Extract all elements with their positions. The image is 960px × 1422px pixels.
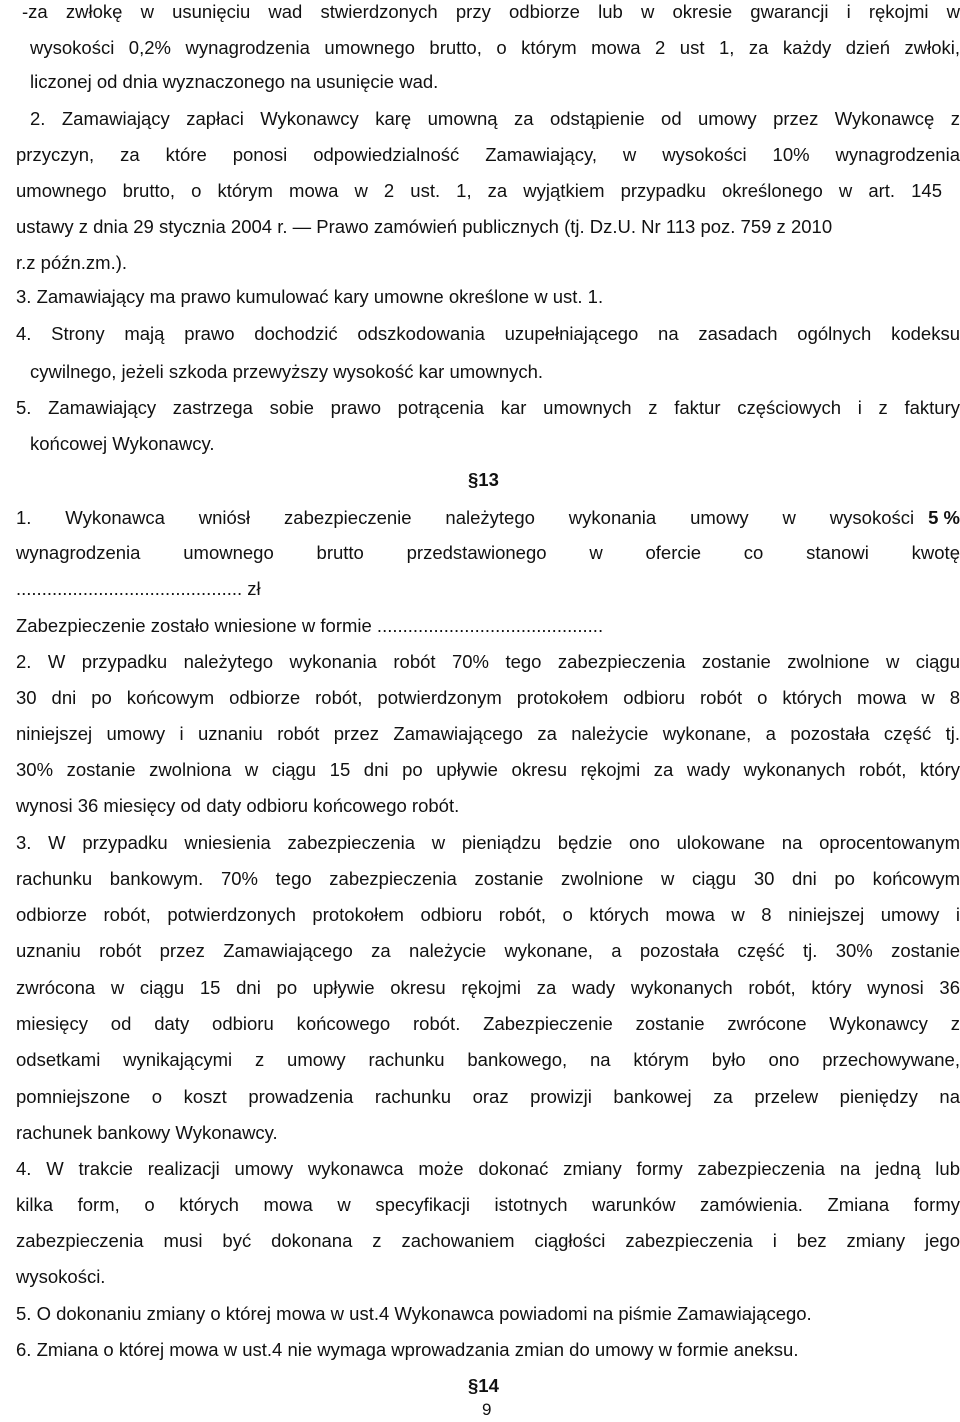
- text-line: rachunek bankowy Wykonawcy.: [16, 1122, 278, 1143]
- text-line: zwrócona w ciągu 15 dni po upływie okresu rękojmi za wady wykonanych robót, który wynosi 36: [16, 977, 960, 998]
- section-heading-13: [468, 468, 499, 492]
- section-number: 13: [478, 469, 499, 490]
- text-line: -za zwłokę w usunięciu wad stwierdzonych przy odbiorze lub w okresie gwarancji i rękojmi w: [22, 1, 960, 22]
- text-line: przyczyn, za które ponosi odpowiedzialność Zamawiający, w wysokości 10% wynagrodzenia: [16, 144, 960, 165]
- text-line: 4. Strony mają prawo dochodzić odszkodowania uzupełniającego na zasadach ogólnych kodeksu: [16, 323, 960, 344]
- document-page: [16, 0, 960, 1422]
- text-line: niniejszej umowy i uznaniu robót przez Zamawiającego za należycie wykonane, a pozostała część tj.: [16, 723, 960, 744]
- text-line: odbiorze robót, potwierdzonych protokołem odbioru robót, o których mowa w 8 niniejszej umowy i: [16, 904, 960, 925]
- section-number: 14: [478, 1375, 499, 1396]
- clause-text: 1. Wykonawca wniósł zabezpieczenie należytego wykonania umowy w wysokości: [16, 507, 915, 528]
- text-line: wysokości.: [16, 1266, 106, 1287]
- percent-amount: 5 %: [928, 507, 960, 528]
- text-line: ............................................ zł: [16, 578, 261, 599]
- text-line: zabezpieczenia musi być dokonana z zachowaniem ciągłości zabezpieczenia i bez zmiany jego: [16, 1230, 960, 1251]
- text-line: 5. O dokonaniu zmiany o której mowa w ust.4 Wykonawca powiadomi na piśmie Zamawiającego.: [16, 1303, 812, 1324]
- text-line: uznaniu robót przez Zamawiającego za należycie wykonane, a pozostała część tj. 30% zostanie: [16, 940, 960, 961]
- text-line: wynagrodzenia umownego brutto przedstawionego w ofercie co stanowi kwotę: [16, 542, 960, 563]
- text-line: wynosi 36 miesięcy od daty odbioru końcowego robót.: [16, 795, 460, 816]
- text-line: końcowej Wykonawcy.: [30, 433, 215, 454]
- text-line: 30% zostanie zwolniona w ciągu 15 dni po upływie okresu rękojmi za wady wykonanych robót, który: [16, 759, 960, 780]
- text-line: pomniejszone o koszt prowadzenia rachunku oraz prowizji bankowej za przelew pieniędzy na: [16, 1086, 960, 1107]
- text-line: odsetkami wynikającymi z umowy rachunku bankowego, na którym było ono przechowywane,: [16, 1049, 960, 1070]
- text-line: miesięcy od daty odbioru końcowego robót. Zabezpieczenie zostanie zwrócone Wykonawcy z: [16, 1013, 960, 1034]
- text-line: wysokości 0,2% wynagrodzenia umownego brutto, o którym mowa 2 ust 1, za każdy dzień zwłoki,: [30, 37, 960, 58]
- text-line: umownego brutto, o którym mowa w 2 ust. 1, za wyjątkiem przypadku określonego w art. 145: [16, 180, 942, 201]
- paragraph-sign-glyph: §: [468, 1375, 479, 1396]
- text-line: 3. W przypadku wniesienia zabezpieczenia w pieniądzu będzie ono ulokowane na oprocentowanym: [16, 832, 960, 853]
- text-line: 2. W przypadku należytego wykonania robót 70% tego zabezpieczenia zostanie zwolnione w ciągu: [16, 651, 960, 672]
- text-line: liczonej od dnia wyznaczonego na usunięcie wad.: [30, 71, 439, 92]
- text-line: 6. Zmiana o której mowa w ust.4 nie wymaga wprowadzania zmian do umowy w formie aneksu.: [16, 1339, 799, 1360]
- text-line: ustawy z dnia 29 stycznia 2004 r. — Prawo zamówień publicznych (tj. Dz.U. Nr 113 poz. 759 z 2010: [16, 216, 833, 237]
- text-line: Zabezpieczenie zostało wniesione w formie ............................................: [16, 615, 604, 636]
- section-heading-14: [468, 1374, 499, 1398]
- text-line: rachunku bankowym. 70% tego zabezpieczenia zostanie zwolnione w ciągu 30 dni po końcowym: [16, 868, 960, 889]
- page-number: 9: [482, 1400, 492, 1419]
- text-line: 3. Zamawiający ma prawo kumulować kary umowne określone w ust. 1.: [16, 286, 604, 307]
- text-line: kilka form, o których mowa w specyfikacji istotnych warunków zamówienia. Zmiana formy: [16, 1194, 960, 1215]
- text-line: 5. Zamawiający zastrzega sobie prawo potrącenia kar umownych z faktur częściowych i z faktury: [16, 397, 960, 418]
- paragraph-sign-glyph: §: [468, 469, 479, 490]
- text-line: cywilnego, jeżeli szkoda przewyższy wysokość kar umownych.: [30, 361, 544, 382]
- text-line: r.z późn.zm.).: [16, 252, 128, 273]
- text-line: 2. Zamawiający zapłaci Wykonawcy karę umowną za odstąpienie od umowy przez Wykonawcę z: [30, 108, 960, 129]
- text-line: [16, 506, 960, 530]
- text-line: 4. W trakcie realizacji umowy wykonawca może dokonać zmiany formy zabezpieczenia na jedną lub: [16, 1158, 960, 1179]
- text-line: 30 dni po końcowym odbiorze robót, potwierdzonym protokołem odbioru robót o których mowa w 8: [16, 687, 960, 708]
